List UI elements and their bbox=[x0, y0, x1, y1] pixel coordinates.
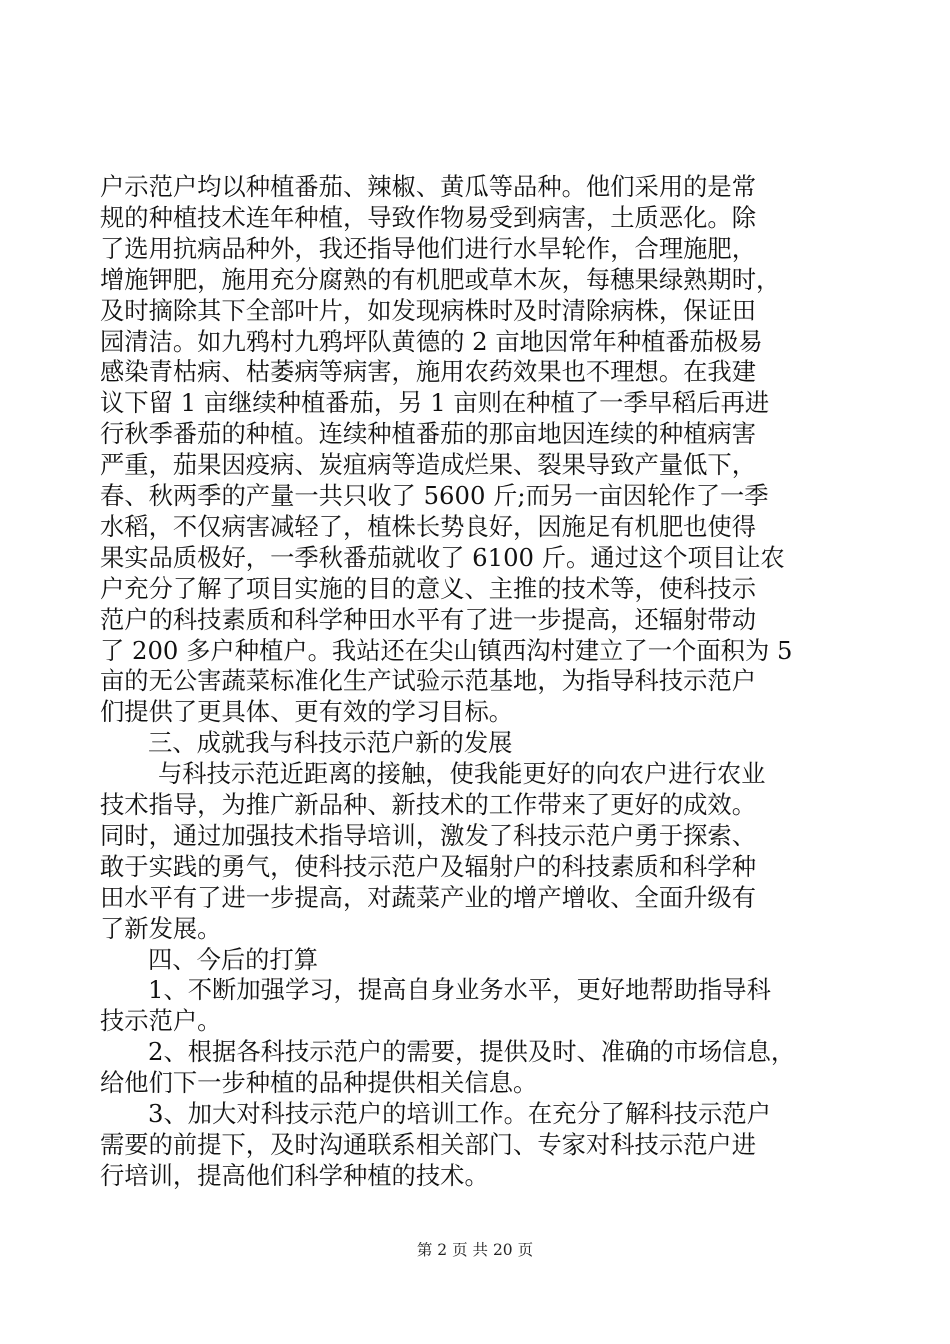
paragraph-line: 水稻，不仅病害减轻了，植株长势良好，因施足有机肥也使得 bbox=[100, 512, 757, 541]
paragraph-line: 与科技示范近距离的接触，使我能更好的向农户进行农业 bbox=[158, 759, 766, 788]
paragraph-line: 严重，茄果因疫病、炭疽病等造成烂果、裂果导致产量低下， bbox=[100, 450, 757, 479]
section-heading: 三、成就我与科技示范户新的发展 bbox=[148, 728, 513, 757]
paragraph-line: 规的种植技术连年种植，导致作物易受到病害，土质恶化。除 bbox=[100, 203, 757, 232]
paragraph-line: 户示范户均以种植番茄、辣椒、黄瓜等品种。他们采用的是常 bbox=[100, 172, 757, 201]
paragraph-line: 增施钾肥，施用充分腐熟的有机肥或草木灰，每穗果绿熟期时， bbox=[100, 265, 781, 294]
section-heading: 四、今后的打算 bbox=[148, 945, 319, 974]
paragraph-line: 议下留 1 亩继续种植番茄，另 1 亩则在种植了一季早稻后再进 bbox=[100, 388, 770, 417]
paragraph-line: 敢于实践的勇气，使科技示范户及辐射户的科技素质和科学种 bbox=[100, 852, 757, 881]
paragraph-line: 感染青枯病、枯萎病等病害，施用农药效果也不理想。在我建 bbox=[100, 357, 757, 386]
paragraph-line: 技术指导，为推广新品种、新技术的工作带来了更好的成效。 bbox=[100, 790, 757, 819]
paragraph-line: 春、秋两季的产量一共只收了 5600 斤;而另一亩因轮作了一季 bbox=[100, 481, 769, 510]
paragraph-line: 技示范户。 bbox=[100, 1006, 222, 1035]
paragraph-line: 园清洁。如九鸦村九鸦坪队黄德的 2 亩地因常年种植番茄极易 bbox=[100, 327, 763, 356]
paragraph-line: 行培训，提高他们科学种植的技术。 bbox=[100, 1161, 489, 1190]
list-item: 1、不断加强学习，提高自身业务水平，更好地帮助指导科 bbox=[148, 975, 771, 1004]
list-item: 3、加大对科技示范户的培训工作。在充分了解科技示范户 bbox=[148, 1099, 771, 1128]
list-item: 2、根据各科技示范户的需要，提供及时、准确的市场信息， bbox=[148, 1037, 796, 1066]
paragraph-line: 同时，通过加强技术指导培训，激发了科技示范户勇于探索、 bbox=[100, 821, 757, 850]
paragraph-line: 亩的无公害蔬菜标准化生产试验示范基地，为指导科技示范户 bbox=[100, 666, 757, 695]
paragraph-line: 了新发展。 bbox=[100, 914, 222, 943]
paragraph-line: 果实品质极好，一季秋番茄就收了 6100 斤。通过这个项目让农 bbox=[100, 543, 785, 572]
paragraph-line: 需要的前提下，及时沟通联系相关部门、专家对科技示范户进 bbox=[100, 1130, 757, 1159]
paragraph-line: 及时摘除其下全部叶片，如发现病株时及时清除病株，保证田 bbox=[100, 296, 757, 325]
paragraph-line: 范户的科技素质和科学种田水平有了进一步提高，还辐射带动 bbox=[100, 605, 757, 634]
paragraph-line: 们提供了更具体、更有效的学习目标。 bbox=[100, 697, 514, 726]
paragraph-line: 户充分了解了项目实施的目的意义、主推的技术等，使科技示 bbox=[100, 574, 757, 603]
paragraph-line: 行秋季番茄的种植。连续种植番茄的那亩地因连续的种植病害 bbox=[100, 419, 757, 448]
paragraph-line: 了选用抗病品种外，我还指导他们进行水旱轮作，合理施肥， bbox=[100, 234, 757, 263]
paragraph-line: 田水平有了进一步提高，对蔬菜产业的增产增收、全面升级有 bbox=[100, 883, 757, 912]
paragraph-line: 了 200 多户种植户。我站还在尖山镇西沟村建立了一个面积为 5 bbox=[100, 636, 793, 665]
paragraph-line: 给他们下一步种植的品种提供相关信息。 bbox=[100, 1068, 538, 1097]
page-footer: 第 2 页 共 20 页 bbox=[416, 1241, 534, 1259]
